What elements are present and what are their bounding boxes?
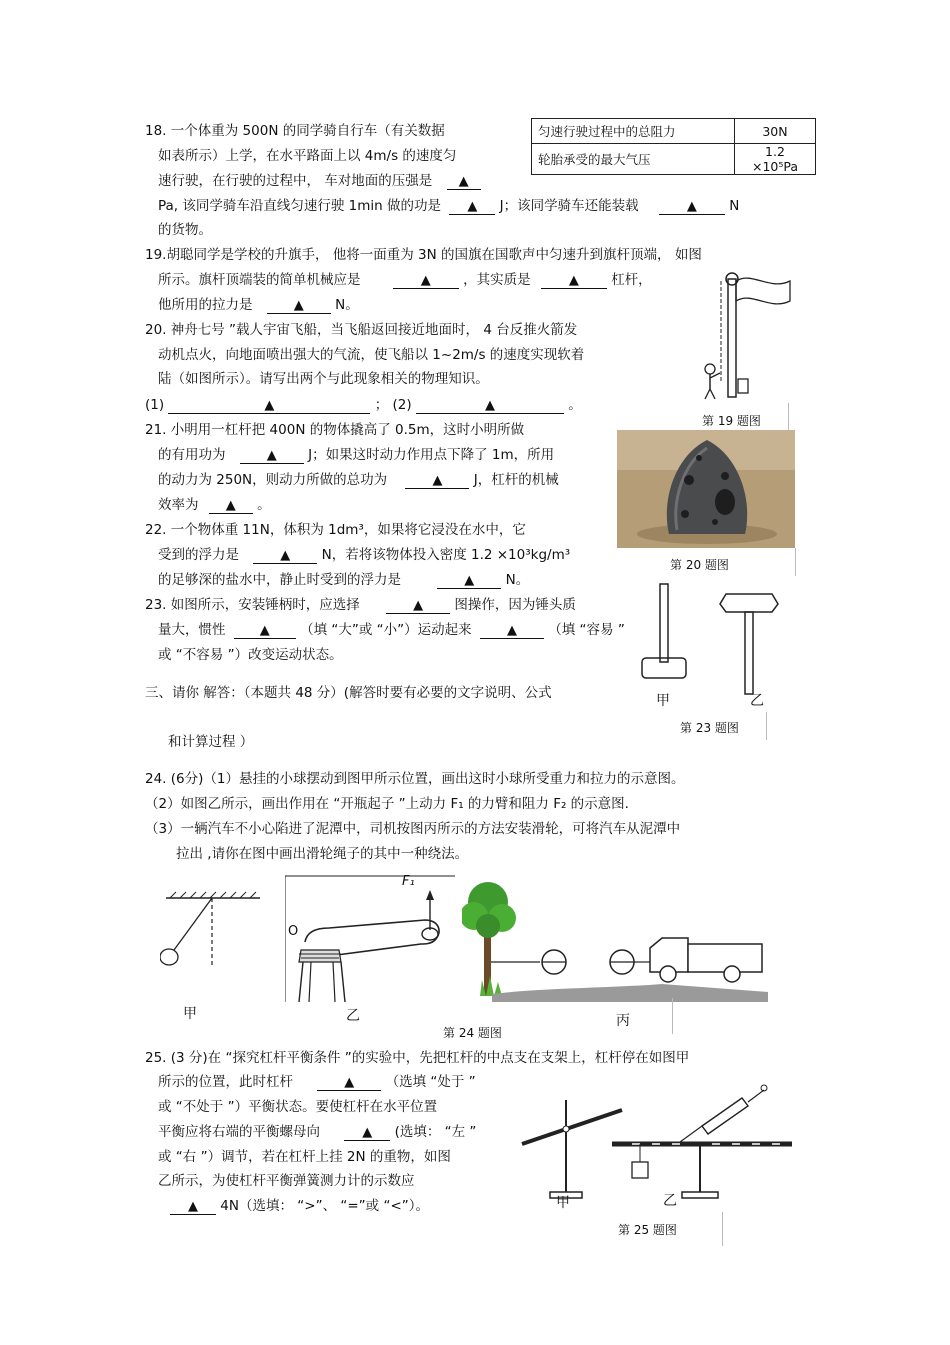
q20-line-4: [145, 396, 582, 414]
triangle-icon: ▲: [344, 1075, 355, 1090]
q20-line-3: 陆（如图所示）。请写出两个与此现象相关的物理知识。: [158, 371, 489, 387]
force-label-f1: F₁: [402, 874, 415, 889]
answer-blank[interactable]: [209, 498, 253, 514]
q24-line-1: 24. (6分)（1）悬挂的小球摆动到图甲所示位置，画出这时小球所受重力和拉力的示意图。: [145, 771, 685, 787]
answer-blank[interactable]: [447, 174, 481, 190]
q23-line-3: 或 “不容易 ”）改变运动状态。: [158, 647, 343, 663]
q18-line-4-text-2: J；该同学骑车还能装载: [499, 198, 639, 214]
fig24-caption: 第 24 题图: [443, 1026, 502, 1040]
q18-line-4: [158, 197, 739, 215]
q18-line-1: 18. 一个体重为 500N 的同学骑自行车（有关数据: [145, 123, 445, 139]
fig19-caption: 第 19 题图: [702, 414, 761, 428]
fig20-caption: 第 20 题图: [670, 558, 729, 572]
answer-blank[interactable]: [416, 398, 564, 414]
section-3-heading: 三、请你 解答：（本题共 48 分）(解答时要有必要的文字说明、公式: [145, 685, 552, 701]
triangle-icon: ▲: [188, 1199, 198, 1214]
q23-line-2-text: 量大，惯性: [158, 622, 226, 638]
bicycle-data-table: [531, 118, 816, 175]
q25-line-2: [158, 1073, 476, 1091]
fig24-label-yi: 乙: [346, 1008, 360, 1024]
answer-blank[interactable]: [405, 473, 469, 489]
triangle-icon: ▲: [568, 273, 579, 288]
q24-line-3: （3）一辆汽车不小心陷进了泥潭中，司机按图丙所示的方法安装滑轮，可将汽车从泥潭中: [145, 821, 681, 837]
q22-line-2-text: 受到的浮力是: [158, 547, 239, 563]
answer-blank[interactable]: [437, 573, 501, 589]
q24-line-2: （2）如图乙所示，画出作用在 “开瓶起子 ”上动力 F₁ 的力臂和阻力 F₂ 的示意图.: [145, 796, 629, 812]
table-row: [532, 144, 816, 175]
triangle-icon: ▲: [259, 623, 270, 638]
q21-line-3-text-2: J，杠杆的机械: [473, 472, 559, 488]
q25-line-7: [170, 1197, 429, 1215]
q22-line-3-text: 的足够深的盐水中，静止时受到的浮力是: [158, 572, 401, 588]
q21-line-4-text-2: 。: [257, 497, 271, 513]
answer-blank[interactable]: [659, 199, 725, 215]
q22-line-2: [158, 546, 570, 564]
table-cell: 30N: [735, 119, 816, 144]
q19-line-2-text-3: 杠杆，: [611, 272, 652, 288]
q25-line-4-text-2: (选填： “左 ”: [394, 1124, 477, 1140]
q23-line-1: [145, 596, 576, 614]
bottle-opener-figure: [285, 872, 455, 1004]
q25-line-6: 乙所示，为使杠杆平衡弹簧测力计的示数应: [158, 1173, 415, 1189]
fig23-label-jia: 甲: [656, 693, 670, 709]
answer-blank[interactable]: [170, 1199, 216, 1215]
q25-line-2-text: 所示的位置，此时杠杆: [158, 1074, 293, 1090]
triangle-icon: ▲: [506, 623, 517, 638]
q23-line-1-text: 23. 如图所示，安装锤柄时，应选择: [145, 597, 360, 613]
q25-line-1: 25. (3 分)在 “探究杠杆平衡条件 ”的实验中，先把杠杆的中点支在支架上，杠杆停在如图甲: [145, 1050, 690, 1066]
answer-blank[interactable]: [234, 623, 296, 639]
answer-blank[interactable]: [480, 623, 544, 639]
answer-blank[interactable]: [344, 1125, 390, 1141]
answer-blank[interactable]: [317, 1075, 381, 1091]
q18-line-2: 如表所示）上学，在水平路面上以 4m/s 的速度匀: [158, 148, 457, 164]
q21-line-1: 21. 小明用一杠杆把 400N 的物体撬高了 0.5m，这时小明所做: [145, 422, 525, 438]
table-cell: 匀速行驶过程中的总阻力: [532, 119, 735, 144]
fig24-label-bing: 丙: [616, 1013, 630, 1029]
q19-line-2: [158, 271, 652, 289]
q19-line-3: [158, 296, 359, 314]
q23-line-2: [158, 621, 625, 639]
triangle-icon: ▲: [266, 448, 277, 463]
table-cell: 轮胎承受的最大气压: [532, 144, 735, 175]
answer-blank[interactable]: [393, 273, 459, 289]
triangle-icon: ▲: [458, 174, 469, 189]
q20-line-4-text: (1): [145, 397, 165, 413]
answer-blank[interactable]: [253, 548, 317, 564]
spacecraft-capsule-photo: [617, 430, 795, 548]
triangle-icon: ▲: [432, 473, 443, 488]
answer-blank[interactable]: [240, 448, 304, 464]
answer-blank[interactable]: [386, 598, 450, 614]
q21-line-4: [158, 496, 271, 514]
q23-line-2-text-3: （填 “容易 ”: [548, 622, 625, 638]
q25-line-5: 或 “右 ”）调节，若在杠杆上挂 2N 的重物，如图: [158, 1149, 451, 1165]
q25-line-4-text: 平衡应将右端的平衡螺母向: [158, 1124, 320, 1140]
q19-line-3-text: 他所用的拉力是: [158, 297, 253, 313]
q19-line-2-text: 所示。旗杆顶端装的简单机械应是: [158, 272, 361, 288]
table-row: [532, 119, 816, 144]
q20-line-2: 动机点火，向地面喷出强大的气流，使飞船以 1~2m/s 的速度实现软着: [158, 347, 585, 363]
triangle-icon: ▲: [264, 398, 275, 413]
fig25-label-jia: 甲: [556, 1195, 570, 1211]
fig24-label-jia: 甲: [183, 1006, 197, 1022]
q20-line-1: 20. 神舟七号 ”载人宇宙飞船，当飞船返回接近地面时， 4 台反推火箭发: [145, 322, 578, 338]
triangle-icon: ▲: [686, 199, 697, 214]
q25-line-7-text: 4N（选填： “>”、 “=”或 “<”）。: [220, 1198, 430, 1214]
q21-line-2-text: 的有用功为: [158, 447, 226, 463]
pivot-label-o: O: [288, 924, 299, 939]
section-3-heading-2: 和计算过程 ）: [168, 734, 254, 750]
truck-pulley-figure: [462, 876, 768, 1002]
q25-line-2-text-2: （选填 “处于 ”: [385, 1074, 476, 1090]
q18-line-4-text: Pa, 该同学骑车沿直线匀速行驶 1min 做的功是: [158, 198, 442, 214]
pendulum-figure: [160, 890, 270, 980]
q24-line-4: 拉出 ,请你在图中画出滑轮绳子的其中一种绕法。: [176, 846, 469, 862]
triangle-icon: ▲: [420, 273, 431, 288]
q25-line-3: 或 “不处于 ”）平衡状态。要使杠杆在水平位置: [158, 1099, 438, 1115]
flagpole-figure: [690, 265, 810, 405]
fig23-label-yi: 乙: [750, 693, 764, 709]
q19-line-1: 19.胡聪同学是学校的升旗手， 他将一面重为 3N 的国旗在国歌声中匀速升到旗杆顶端， 如图: [145, 247, 702, 263]
answer-blank[interactable]: [449, 199, 495, 215]
q22-line-1: 22. 一个物体重 11N，体积为 1dm³，如果将它浸没在水中，它: [145, 522, 526, 538]
fig25-label-yi: 乙: [663, 1193, 677, 1209]
answer-blank[interactable]: [541, 273, 607, 289]
q23-line-1-text-2: 图操作，因为锤头质: [454, 597, 576, 613]
q19-line-3-text-2: N。: [335, 297, 359, 313]
triangle-icon: ▲: [464, 573, 475, 588]
triangle-icon: ▲: [484, 398, 495, 413]
triangle-icon: ▲: [467, 199, 478, 214]
fig25-caption: 第 25 题图: [618, 1223, 677, 1237]
q21-line-2: [158, 446, 554, 464]
triangle-icon: ▲: [413, 598, 424, 613]
fig23-caption: 第 23 题图: [680, 721, 739, 735]
q21-line-3: [158, 471, 559, 489]
q18-line-3: [158, 172, 481, 190]
q21-line-2-text-2: J；如果这时动力作用点下降了 1m，所用: [308, 447, 555, 463]
q18-line-5: 的货物。: [158, 222, 212, 238]
triangle-icon: ▲: [225, 498, 236, 513]
triangle-icon: ▲: [280, 548, 291, 563]
q23-line-2-text-2: （填 “大”或 “小”）运动起来: [300, 622, 472, 638]
table-cell: 1.2 ×10⁵Pa: [735, 144, 816, 175]
q20-line-4-text-2: ； (2): [374, 397, 412, 413]
lever-balance-figure: [512, 1080, 802, 1210]
q19-line-2-text-2: ，其实质是: [463, 272, 531, 288]
triangle-icon: ▲: [362, 1125, 373, 1140]
q22-line-2-text-2: N，若将该物体投入密度 1.2 ×10³kg/m³: [321, 547, 571, 563]
answer-blank[interactable]: [267, 298, 331, 314]
q25-line-4: [158, 1123, 476, 1141]
q20-line-4-text-3: 。: [568, 397, 582, 413]
q18-line-4-text-3: N: [729, 198, 740, 214]
q21-line-3-text: 的动力为 250N，则动力所做的总功为: [158, 472, 388, 488]
answer-blank[interactable]: [168, 398, 370, 414]
q22-line-3-text-2: N。: [505, 572, 530, 588]
triangle-icon: ▲: [293, 298, 304, 313]
q22-line-3: [158, 571, 529, 589]
q21-line-4-text: 效率为: [158, 497, 199, 513]
q18-line-3-text: 速行驶，在行驶的过程中， 车对地面的压强是: [158, 173, 433, 189]
